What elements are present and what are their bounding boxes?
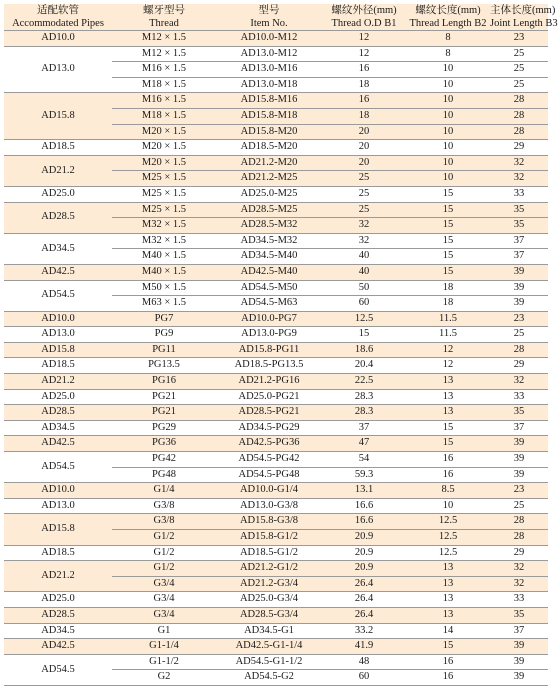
header-thread-length-cn: 螺纹长度(mm): [406, 4, 490, 17]
thread-length-cell: 13: [406, 607, 490, 623]
thread-cell: PG48: [112, 467, 216, 483]
joint-length-cell: 39: [490, 452, 548, 468]
pipe-cell: AD18.5: [4, 358, 112, 374]
table-row: [4, 311, 548, 327]
pipe-cell: AD34.5: [4, 623, 112, 639]
item-no-cell: AD42.5-G1-1/4: [216, 639, 322, 655]
thread-od-cell: 20: [322, 155, 406, 171]
pipe-cell: AD28.5: [4, 607, 112, 623]
item-no-cell: AD54.5-M63: [216, 296, 322, 312]
joint-length-cell: 35: [490, 607, 548, 623]
joint-length-cell: 32: [490, 561, 548, 577]
item-no-cell: AD18.5-M20: [216, 140, 322, 156]
thread-od-cell: 16: [322, 93, 406, 109]
pipe-cell: AD18.5: [4, 545, 112, 561]
table-body: [4, 31, 548, 686]
thread-cell: M12 × 1.5: [112, 31, 216, 47]
thread-od-cell: 32: [322, 218, 406, 234]
thread-length-cell: 11.5: [406, 327, 490, 343]
thread-od-cell: 26.4: [322, 607, 406, 623]
joint-length-cell: 29: [490, 358, 548, 374]
pipe-cell: AD42.5: [4, 436, 112, 452]
thread-length-cell: 15: [406, 186, 490, 202]
thread-od-cell: 18.6: [322, 342, 406, 358]
thread-cell: PG7: [112, 311, 216, 327]
thread-od-cell: 25: [322, 202, 406, 218]
pipe-cell: AD21.2: [4, 561, 112, 592]
table-row: [4, 140, 548, 156]
thread-length-cell: 8.5: [406, 483, 490, 499]
header-thread-length-en: Thread Length B2: [406, 17, 490, 31]
joint-length-cell: 39: [490, 670, 548, 686]
table-row: [4, 186, 548, 202]
thread-od-cell: 12: [322, 31, 406, 47]
item-no-cell: AD15.8-G1/2: [216, 530, 322, 546]
pipe-cell: AD18.5: [4, 140, 112, 156]
thread-cell: M18 × 1.5: [112, 77, 216, 93]
pipe-cell: AD10.0: [4, 31, 112, 47]
header-item-no-en: Item No.: [216, 17, 322, 31]
thread-cell: PG21: [112, 405, 216, 421]
thread-od-cell: 26.4: [322, 592, 406, 608]
thread-cell: G1/2: [112, 561, 216, 577]
thread-od-cell: 37: [322, 420, 406, 436]
thread-length-cell: 16: [406, 670, 490, 686]
joint-length-cell: 39: [490, 296, 548, 312]
joint-length-cell: 25: [490, 62, 548, 78]
thread-cell: G3/4: [112, 607, 216, 623]
item-no-cell: AD10.0-PG7: [216, 311, 322, 327]
thread-cell: M16 × 1.5: [112, 62, 216, 78]
thread-length-cell: 12: [406, 342, 490, 358]
thread-od-cell: 22.5: [322, 374, 406, 390]
header-row-english: [4, 17, 548, 31]
thread-od-cell: 20.9: [322, 561, 406, 577]
joint-length-cell: 25: [490, 498, 548, 514]
thread-length-cell: 13: [406, 405, 490, 421]
thread-od-cell: 28.3: [322, 389, 406, 405]
item-no-cell: AD42.5-PG36: [216, 436, 322, 452]
thread-cell: M32 × 1.5: [112, 233, 216, 249]
joint-length-cell: 25: [490, 77, 548, 93]
thread-cell: G1: [112, 623, 216, 639]
header-pipes-en: Accommodated Pipes: [4, 17, 112, 31]
table-row: [4, 452, 548, 468]
joint-length-cell: 35: [490, 202, 548, 218]
joint-length-cell: 37: [490, 623, 548, 639]
table-row: [4, 264, 548, 280]
thread-od-cell: 16.6: [322, 498, 406, 514]
thread-cell: M63 × 1.5: [112, 296, 216, 312]
joint-length-cell: 39: [490, 639, 548, 655]
thread-cell: M25 × 1.5: [112, 171, 216, 187]
thread-od-cell: 60: [322, 296, 406, 312]
joint-length-cell: 32: [490, 155, 548, 171]
pipe-cell: AD13.0: [4, 327, 112, 343]
joint-length-cell: 39: [490, 264, 548, 280]
thread-od-cell: 12: [322, 46, 406, 62]
pipe-cell: AD15.8: [4, 514, 112, 545]
thread-od-cell: 59.3: [322, 467, 406, 483]
table-row: [4, 420, 548, 436]
table-row: [4, 654, 548, 670]
joint-length-cell: 23: [490, 311, 548, 327]
thread-od-cell: 28.3: [322, 405, 406, 421]
thread-cell: PG36: [112, 436, 216, 452]
pipe-cell: AD34.5: [4, 420, 112, 436]
thread-length-cell: 13: [406, 592, 490, 608]
joint-length-cell: 28: [490, 342, 548, 358]
thread-od-cell: 32: [322, 233, 406, 249]
pipe-cell: AD42.5: [4, 264, 112, 280]
thread-cell: M32 × 1.5: [112, 218, 216, 234]
item-no-cell: AD13.0-M16: [216, 62, 322, 78]
table-row: [4, 327, 548, 343]
item-no-cell: AD25.0-PG21: [216, 389, 322, 405]
item-no-cell: AD28.5-G3/4: [216, 607, 322, 623]
thread-cell: M16 × 1.5: [112, 93, 216, 109]
item-no-cell: AD21.2-M20: [216, 155, 322, 171]
item-no-cell: AD13.0-PG9: [216, 327, 322, 343]
thread-od-cell: 60: [322, 670, 406, 686]
thread-od-cell: 18: [322, 77, 406, 93]
thread-length-cell: 16: [406, 467, 490, 483]
joint-length-cell: 39: [490, 280, 548, 296]
joint-length-cell: 28: [490, 514, 548, 530]
item-no-cell: AD13.0-M12: [216, 46, 322, 62]
thread-length-cell: 10: [406, 93, 490, 109]
table-row: [4, 31, 548, 47]
item-no-cell: AD25.0-G3/4: [216, 592, 322, 608]
pipe-cell: AD21.2: [4, 155, 112, 186]
thread-cell: G1-1/2: [112, 654, 216, 670]
table-row: [4, 374, 548, 390]
thread-length-cell: 8: [406, 46, 490, 62]
item-no-cell: AD54.5-PG48: [216, 467, 322, 483]
joint-length-cell: 39: [490, 654, 548, 670]
thread-od-cell: 20: [322, 140, 406, 156]
item-no-cell: AD28.5-M25: [216, 202, 322, 218]
item-no-cell: AD15.8-PG11: [216, 342, 322, 358]
thread-length-cell: 15: [406, 436, 490, 452]
joint-length-cell: 39: [490, 436, 548, 452]
header-thread-cn: 螺牙型号: [112, 4, 216, 17]
thread-length-cell: 16: [406, 452, 490, 468]
thread-od-cell: 20: [322, 124, 406, 140]
thread-length-cell: 15: [406, 233, 490, 249]
thread-length-cell: 10: [406, 140, 490, 156]
item-no-cell: AD42.5-M40: [216, 264, 322, 280]
thread-length-cell: 15: [406, 420, 490, 436]
thread-length-cell: 12.5: [406, 530, 490, 546]
thread-cell: G1/4: [112, 483, 216, 499]
thread-od-cell: 54: [322, 452, 406, 468]
table-row: [4, 233, 548, 249]
item-no-cell: AD15.8-M16: [216, 93, 322, 109]
item-no-cell: AD28.5-M32: [216, 218, 322, 234]
table-row: [4, 498, 548, 514]
table-row: [4, 93, 548, 109]
thread-cell: PG29: [112, 420, 216, 436]
item-no-cell: AD10.0-G1/4: [216, 483, 322, 499]
thread-od-cell: 41.9: [322, 639, 406, 655]
thread-od-cell: 48: [322, 654, 406, 670]
thread-od-cell: 33.2: [322, 623, 406, 639]
thread-cell: G3/8: [112, 514, 216, 530]
thread-length-cell: 15: [406, 639, 490, 655]
joint-length-cell: 33: [490, 186, 548, 202]
thread-cell: G2: [112, 670, 216, 686]
pipe-cell: AD10.0: [4, 483, 112, 499]
table-row: [4, 155, 548, 171]
pipe-cell: AD25.0: [4, 186, 112, 202]
item-no-cell: AD15.8-M18: [216, 108, 322, 124]
item-no-cell: AD54.5-M50: [216, 280, 322, 296]
joint-length-cell: 28: [490, 108, 548, 124]
joint-length-cell: 33: [490, 389, 548, 405]
thread-length-cell: 10: [406, 124, 490, 140]
table-row: [4, 389, 548, 405]
thread-od-cell: 26.4: [322, 576, 406, 592]
pipe-cell: AD25.0: [4, 389, 112, 405]
thread-cell: M25 × 1.5: [112, 186, 216, 202]
joint-length-cell: 37: [490, 233, 548, 249]
thread-length-cell: 13: [406, 561, 490, 577]
table-row: [4, 545, 548, 561]
thread-od-cell: 47: [322, 436, 406, 452]
thread-cell: M25 × 1.5: [112, 202, 216, 218]
joint-length-cell: 25: [490, 46, 548, 62]
pipe-cell: AD13.0: [4, 498, 112, 514]
thread-od-cell: 20.9: [322, 530, 406, 546]
item-no-cell: AD54.5-PG42: [216, 452, 322, 468]
header-row-chinese: [4, 4, 548, 17]
thread-length-cell: 18: [406, 280, 490, 296]
pipe-cell: AD21.2: [4, 374, 112, 390]
pipe-cell: AD28.5: [4, 405, 112, 421]
thread-length-cell: 10: [406, 498, 490, 514]
thread-length-cell: 16: [406, 654, 490, 670]
thread-length-cell: 10: [406, 77, 490, 93]
item-no-cell: AD13.0-M18: [216, 77, 322, 93]
thread-od-cell: 25: [322, 186, 406, 202]
thread-od-cell: 15: [322, 327, 406, 343]
item-no-cell: AD15.8-M20: [216, 124, 322, 140]
joint-length-cell: 35: [490, 218, 548, 234]
item-no-cell: AD25.0-M25: [216, 186, 322, 202]
joint-length-cell: 32: [490, 576, 548, 592]
thread-cell: G1/2: [112, 530, 216, 546]
joint-length-cell: 37: [490, 420, 548, 436]
thread-length-cell: 13: [406, 374, 490, 390]
table-row: [4, 483, 548, 499]
item-no-cell: AD18.5-G1/2: [216, 545, 322, 561]
header-pipes-cn: 适配软管: [4, 4, 112, 17]
thread-cell: M40 × 1.5: [112, 249, 216, 265]
item-no-cell: AD34.5-M40: [216, 249, 322, 265]
thread-cell: G3/4: [112, 576, 216, 592]
thread-cell: PG21: [112, 389, 216, 405]
item-no-cell: AD28.5-PG21: [216, 405, 322, 421]
thread-cell: M20 × 1.5: [112, 140, 216, 156]
item-no-cell: AD18.5-PG13.5: [216, 358, 322, 374]
table-header: [4, 4, 558, 31]
joint-length-cell: 25: [490, 327, 548, 343]
thread-cell: G1-1/4: [112, 639, 216, 655]
thread-length-cell: 8: [406, 31, 490, 47]
thread-od-cell: 13.1: [322, 483, 406, 499]
thread-od-cell: 16: [322, 62, 406, 78]
header-thread-en: Thread: [112, 17, 216, 31]
thread-od-cell: 18: [322, 108, 406, 124]
joint-length-cell: 23: [490, 483, 548, 499]
thread-cell: M50 × 1.5: [112, 280, 216, 296]
table-row: [4, 436, 548, 452]
joint-length-cell: 37: [490, 249, 548, 265]
thread-length-cell: 12.5: [406, 514, 490, 530]
thread-od-cell: 12.5: [322, 311, 406, 327]
table-row: [4, 280, 548, 296]
thread-od-cell: 16.6: [322, 514, 406, 530]
thread-length-cell: 14: [406, 623, 490, 639]
thread-length-cell: 15: [406, 202, 490, 218]
thread-length-cell: 12.5: [406, 545, 490, 561]
thread-length-cell: 18: [406, 296, 490, 312]
table-row: [4, 514, 548, 530]
pipe-fitting-spec-table: [4, 4, 558, 686]
item-no-cell: AD34.5-PG29: [216, 420, 322, 436]
item-no-cell: AD13.0-G3/8: [216, 498, 322, 514]
thread-cell: PG42: [112, 452, 216, 468]
item-no-cell: AD21.2-G1/2: [216, 561, 322, 577]
pipe-cell: AD15.8: [4, 342, 112, 358]
thread-cell: M40 × 1.5: [112, 264, 216, 280]
joint-length-cell: 29: [490, 140, 548, 156]
thread-od-cell: 20.9: [322, 545, 406, 561]
joint-length-cell: 28: [490, 93, 548, 109]
header-item-no-cn: 型号: [216, 4, 322, 17]
thread-length-cell: 15: [406, 218, 490, 234]
thread-cell: M20 × 1.5: [112, 155, 216, 171]
header-joint-length-cn: 主体长度(mm): [490, 5, 556, 16]
thread-length-cell: 15: [406, 249, 490, 265]
joint-length-cell: 28: [490, 530, 548, 546]
pipe-cell: AD54.5: [4, 452, 112, 483]
table-row: [4, 639, 548, 655]
joint-length-cell: 32: [490, 171, 548, 187]
item-no-cell: AD34.5-G1: [216, 623, 322, 639]
thread-od-cell: 50: [322, 280, 406, 296]
thread-cell: M18 × 1.5: [112, 108, 216, 124]
header-thread-od-en: Thread O.D B1: [322, 17, 406, 31]
thread-length-cell: 10: [406, 171, 490, 187]
joint-length-cell: 39: [490, 467, 548, 483]
pipe-cell: AD54.5: [4, 280, 112, 311]
thread-cell: G3/4: [112, 592, 216, 608]
spec-table-container: [4, 4, 558, 686]
thread-cell: M12 × 1.5: [112, 46, 216, 62]
item-no-cell: AD34.5-M32: [216, 233, 322, 249]
thread-length-cell: 15: [406, 264, 490, 280]
item-no-cell: AD15.8-G3/8: [216, 514, 322, 530]
thread-length-cell: 10: [406, 155, 490, 171]
joint-length-cell: 29: [490, 545, 548, 561]
table-row: [4, 623, 548, 639]
thread-length-cell: 13: [406, 389, 490, 405]
joint-length-cell: 35: [490, 405, 548, 421]
item-no-cell: AD10.0-M12: [216, 31, 322, 47]
joint-length-cell: 32: [490, 374, 548, 390]
item-no-cell: AD21.2-M25: [216, 171, 322, 187]
header-thread-od-cn: 螺纹外径(mm): [322, 4, 406, 17]
thread-cell: G3/8: [112, 498, 216, 514]
table-row: [4, 46, 548, 62]
item-no-cell: AD21.2-G3/4: [216, 576, 322, 592]
header-joint-length-en: Joint Length B3: [490, 18, 558, 29]
table-row: [4, 592, 548, 608]
pipe-cell: AD42.5: [4, 639, 112, 655]
joint-length-cell: 33: [490, 592, 548, 608]
thread-length-cell: 13: [406, 576, 490, 592]
thread-od-cell: 20.4: [322, 358, 406, 374]
table-row: [4, 405, 548, 421]
table-row: [4, 561, 548, 577]
joint-length-cell: 28: [490, 124, 548, 140]
thread-length-cell: 10: [406, 108, 490, 124]
pipe-cell: AD54.5: [4, 654, 112, 685]
thread-cell: PG13.5: [112, 358, 216, 374]
pipe-cell: AD10.0: [4, 311, 112, 327]
thread-cell: G1/2: [112, 545, 216, 561]
joint-length-cell: 23: [490, 31, 548, 47]
thread-length-cell: 10: [406, 62, 490, 78]
item-no-cell: AD21.2-PG16: [216, 374, 322, 390]
thread-length-cell: 11.5: [406, 311, 490, 327]
thread-cell: PG11: [112, 342, 216, 358]
table-row: [4, 607, 548, 623]
pipe-cell: AD25.0: [4, 592, 112, 608]
thread-cell: PG16: [112, 374, 216, 390]
item-no-cell: AD54.5-G2: [216, 670, 322, 686]
thread-od-cell: 40: [322, 264, 406, 280]
item-no-cell: AD54.5-G1-1/2: [216, 654, 322, 670]
thread-cell: PG9: [112, 327, 216, 343]
pipe-cell: AD28.5: [4, 202, 112, 233]
table-row: [4, 358, 548, 374]
pipe-cell: AD15.8: [4, 93, 112, 140]
thread-cell: M20 × 1.5: [112, 124, 216, 140]
table-row: [4, 202, 548, 218]
thread-od-cell: 40: [322, 249, 406, 265]
table-row: [4, 342, 548, 358]
pipe-cell: AD34.5: [4, 233, 112, 264]
thread-length-cell: 12: [406, 358, 490, 374]
pipe-cell: AD13.0: [4, 46, 112, 93]
thread-od-cell: 25: [322, 171, 406, 187]
